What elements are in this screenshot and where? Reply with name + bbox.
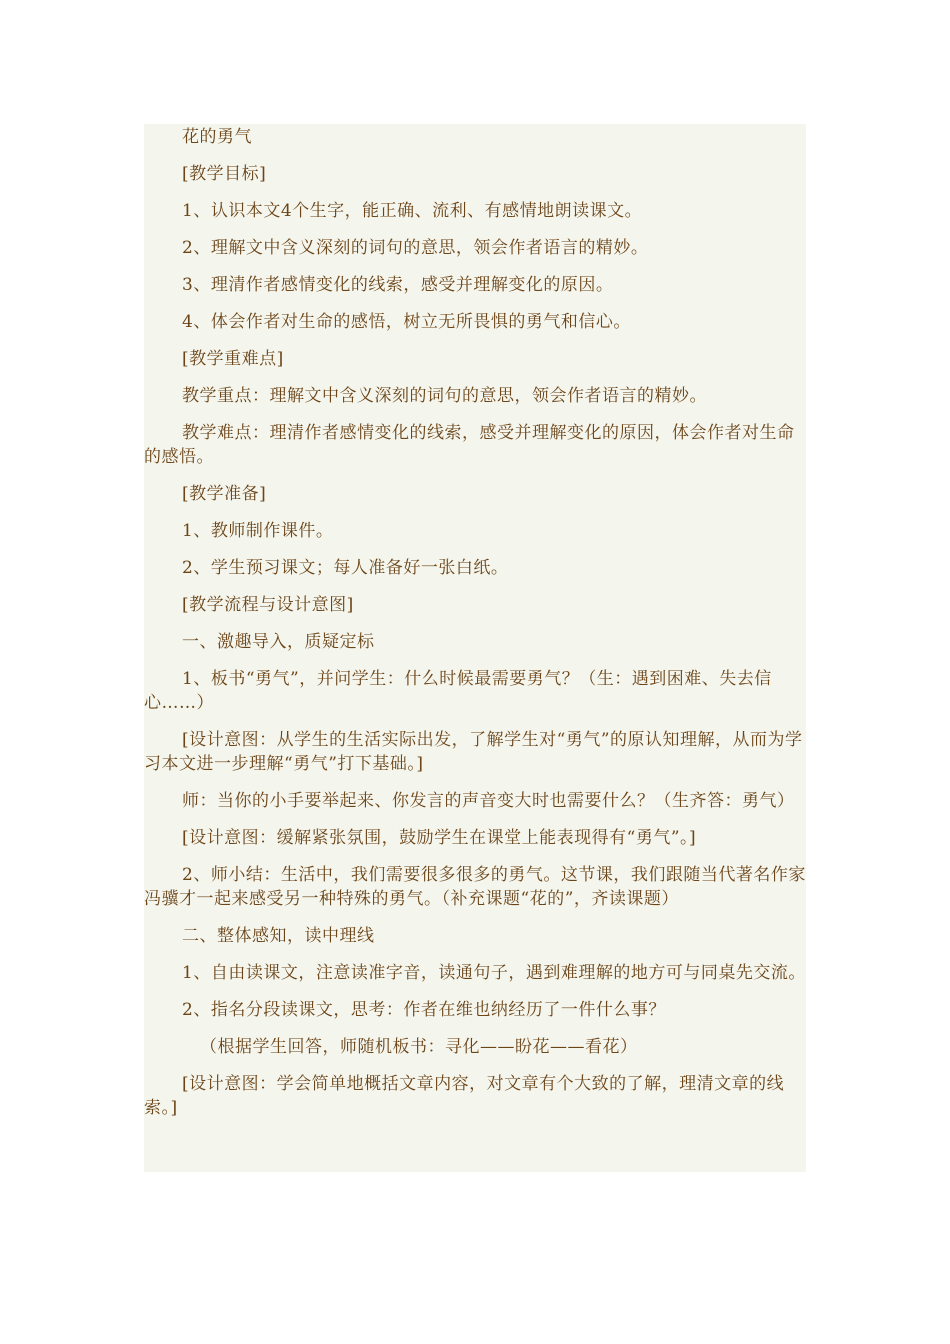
section-heading-process: [教学流程与设计意图]: [182, 595, 354, 615]
difficult-point-paragraph: 教学难点：理清作者感情变化的线索，感受并理解变化的原因，体会作者对生命的感悟。: [144, 423, 795, 467]
process-paragraph: 师：当你的小手要举起来、你发言的声音变大时也需要什么？（生齐答：勇气）: [182, 791, 795, 811]
design-intent-paragraph: [设计意图：缓解紧张氛围，鼓励学生在课堂上能表现得有“勇气”。]: [182, 828, 697, 848]
document-title: 花的勇气: [182, 127, 252, 147]
objective-item-4: 4、体会作者对生命的感悟，树立无所畏惧的勇气和信心。: [182, 312, 631, 332]
section-heading-objectives: [教学目标]: [182, 164, 267, 184]
preparation-item-1: 1、教师制作课件。: [182, 521, 334, 541]
process-step-heading-1: 一、激趣导入，质疑定标: [182, 632, 375, 652]
section-heading-preparation: [教学准备]: [182, 484, 267, 504]
process-paragraph: 2、师小结：生活中，我们需要很多很多的勇气。这节课，我们跟随当代著名作家冯骥才一起来感受另一种特殊的勇气。（补充课题“花的”，齐读课题）: [144, 865, 806, 909]
document-body: [144, 124, 806, 1120]
key-point-paragraph: 教学重点：理解文中含义深刻的词句的意思，领会作者语言的精妙。: [182, 386, 707, 406]
preparation-item-2: 2、学生预习课文；每人准备好一张白纸。: [182, 558, 509, 578]
process-paragraph: 2、指名分段读课文，思考：作者在维也纳经历了一件什么事？: [182, 1000, 666, 1020]
process-paragraph: 1、板书“勇气”，并问学生：什么时候最需要勇气？（生：遇到困难、失去信心……）: [144, 669, 772, 713]
blackboard-note-paragraph: （根据学生回答，师随机板书：寻化——盼花——看花）: [200, 1037, 638, 1057]
design-intent-paragraph: [设计意图：从学生的生活实际出发，了解学生对“勇气”的原认知理解，从而为学习本文进一步理解“勇气”打下基础。]: [144, 730, 803, 774]
section-heading-key-points: [教学重难点]: [182, 349, 284, 369]
objective-item-3: 3、理清作者感情变化的线索，感受并理解变化的原因。: [182, 275, 614, 295]
design-intent-paragraph: [设计意图：学会简单地概括文章内容，对文章有个大致的了解，理清文章的线索。]: [144, 1074, 785, 1118]
objective-item-1: 1、认识本文4个生字，能正确、流利、有感情地朗读课文。: [182, 201, 643, 221]
process-step-heading-2: 二、整体感知，读中理线: [182, 926, 375, 946]
objective-item-2: 2、理解文中含义深刻的词句的意思，领会作者语言的精妙。: [182, 238, 649, 258]
process-paragraph: 1、自由读课文，注意读准字音，读通句子，遇到难理解的地方可与同桌先交流。: [182, 963, 806, 983]
